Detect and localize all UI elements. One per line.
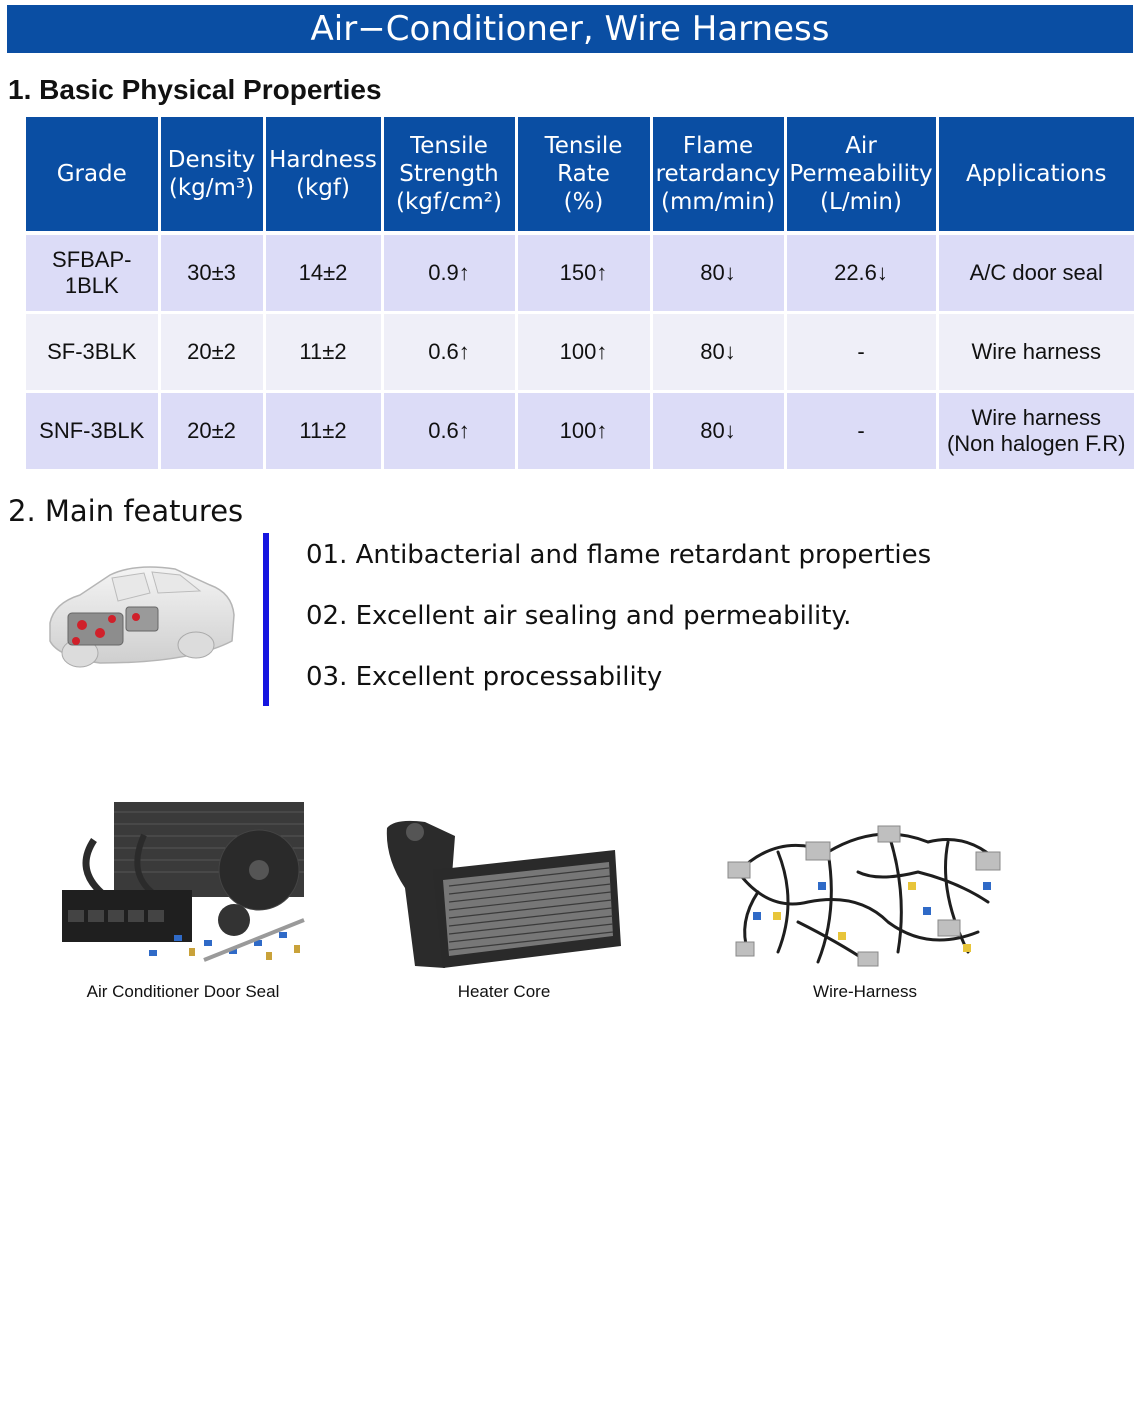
header-applications: Applications xyxy=(937,117,1134,231)
cell-tensile-strength: 0.6↑ xyxy=(382,313,516,392)
cell-tensile-strength: 0.9↑ xyxy=(382,235,516,313)
cell-hardness: 11±2 xyxy=(264,313,382,392)
cell-hardness: 11±2 xyxy=(264,392,382,471)
cell-tensile-rate: 100↑ xyxy=(516,392,651,471)
page-title: Air−Conditioner, Wire Harness xyxy=(7,5,1133,53)
cell-flame-retardancy: 80↓ xyxy=(651,235,785,313)
cell-grade: SF-3BLK xyxy=(26,313,159,392)
cell-air-permeability: - xyxy=(785,313,937,392)
cell-applications: Wire harness xyxy=(937,313,1134,392)
table-row xyxy=(26,313,1134,392)
cell-flame-retardancy: 80↓ xyxy=(651,392,785,471)
wire-harness-image xyxy=(718,812,1008,972)
feature-item: 03. Excellent processability xyxy=(306,662,663,692)
header-grade: Grade xyxy=(26,117,159,231)
caption-heater-core: Heater Core xyxy=(457,982,551,1001)
header-hardness: Hardness (kgf) xyxy=(264,117,382,231)
header-density: Density (kg/m³) xyxy=(159,117,264,231)
cell-applications: A/C door seal xyxy=(937,235,1134,313)
heater-core-image xyxy=(385,818,625,970)
air-conditioner-door-seal-image xyxy=(54,800,310,965)
cell-tensile-strength: 0.6↑ xyxy=(382,392,516,471)
header-flame-retardancy: Flame retardancy (mm/min) xyxy=(651,117,785,231)
table-row xyxy=(26,392,1134,471)
section-heading-features: 2. Main features xyxy=(8,494,244,528)
cell-applications: Wire harness (Non halogen F.R) xyxy=(937,392,1134,471)
features-accent-bar xyxy=(263,533,269,706)
cell-density: 20±2 xyxy=(159,392,264,471)
header-tensile-rate: Tensile Rate (%) xyxy=(516,117,651,231)
table-row xyxy=(26,235,1134,313)
properties-table xyxy=(26,117,1134,472)
table-header-row xyxy=(26,117,1134,231)
cell-density: 30±3 xyxy=(159,235,264,313)
cell-grade: SNF-3BLK xyxy=(26,392,159,471)
caption-wire-harness: Wire-Harness xyxy=(813,982,917,1001)
cell-air-permeability: - xyxy=(785,392,937,471)
car-illustration xyxy=(40,545,240,685)
cell-density: 20±2 xyxy=(159,313,264,392)
header-tensile-strength: Tensile Strength (kgf/cm²) xyxy=(382,117,516,231)
feature-item: 01. Antibacterial and flame retardant properties xyxy=(306,540,932,570)
cell-hardness: 14±2 xyxy=(264,235,382,313)
cell-grade: SFBAP-1BLK xyxy=(26,235,159,313)
feature-item: 02. Excellent air sealing and permeability. xyxy=(306,601,852,631)
section-heading-properties: 1. Basic Physical Properties xyxy=(8,74,382,105)
cell-air-permeability: 22.6↓ xyxy=(785,235,937,313)
header-air-permeability: Air Permeability (L/min) xyxy=(785,117,937,231)
cell-tensile-rate: 100↑ xyxy=(516,313,651,392)
cell-flame-retardancy: 80↓ xyxy=(651,313,785,392)
caption-air-conditioner-door-seal: Air Conditioner Door Seal xyxy=(86,982,280,1001)
cell-tensile-rate: 150↑ xyxy=(516,235,651,313)
